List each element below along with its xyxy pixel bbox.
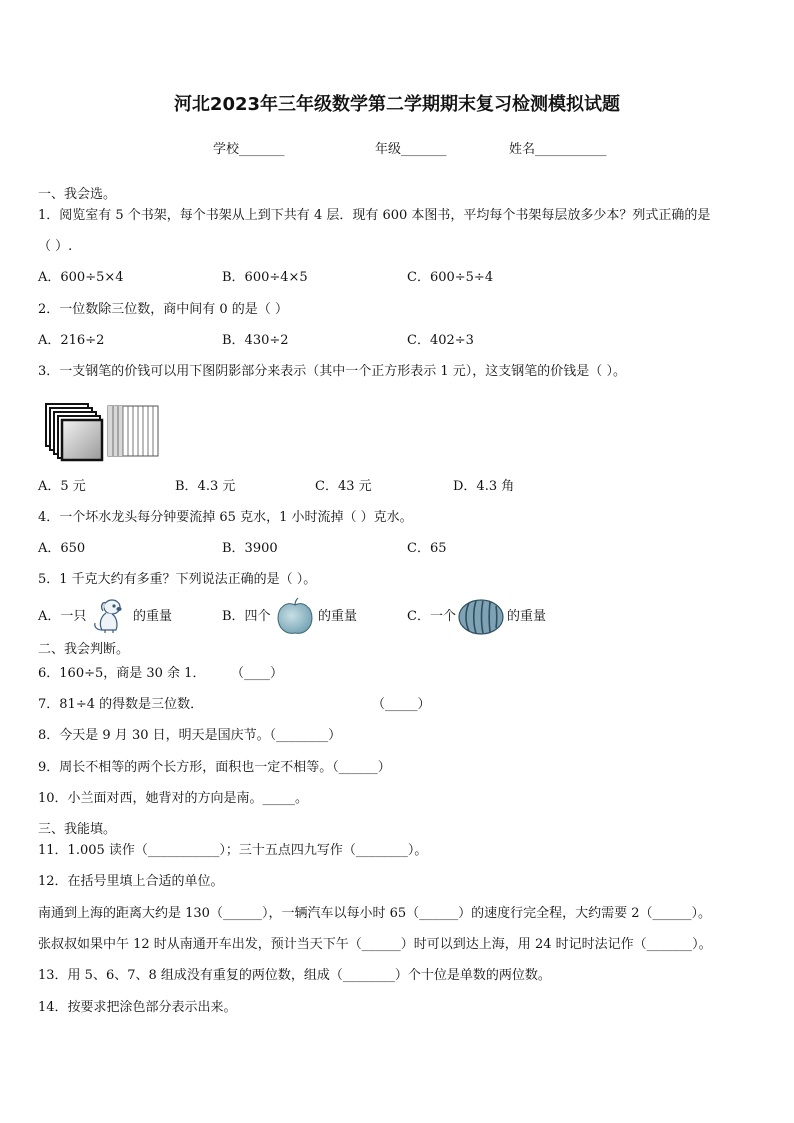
- question-4-option-a: A．650: [38, 541, 86, 556]
- question-1-option-c: C．600÷5÷4: [407, 270, 494, 285]
- question-12-text: 12．在括号里填上合适的单位。: [38, 874, 224, 889]
- question-3-text: 3．一支钢笔的价钱可以用下图阴影部分来表示（其中一个正方形表示 1 元），这支钢笔的价钱是（ ）。: [38, 364, 626, 379]
- section-heading-2: 二、我会判断。: [38, 642, 130, 657]
- question-2-option-a: A．216÷2: [38, 333, 105, 348]
- question-1-option-a: A．600÷5×4: [38, 270, 124, 285]
- question-2-option-b: B．430÷2: [222, 333, 289, 348]
- question-3-option-d: D．4.3 角: [453, 479, 515, 494]
- question-5-option-a-suffix: 的重量: [133, 609, 173, 624]
- question-5-text: 5．1 千克大约有多重？下列说法正确的是（ ）。: [38, 572, 317, 587]
- question-2-option-c: C．402÷3: [407, 333, 474, 348]
- question-10-text: 10．小兰面对西，她背对的方向是南。_____。: [38, 791, 309, 806]
- section-heading-1: 一、我会选。: [38, 187, 117, 202]
- question-13-text: 13．用 5、6、7、8 组成没有重复的两位数，组成（________）个十位是单数的两位数。: [38, 968, 551, 983]
- question-5-option-c-suffix: 的重量: [507, 609, 547, 624]
- school-field: 学校_______: [213, 142, 285, 157]
- question-1-text-cont: （ ）.: [38, 239, 73, 254]
- question-2-text: 2．一位数除三位数，商中间有 0 的是（ ）: [38, 302, 288, 317]
- question-5-option-a-label: A．一只: [38, 609, 87, 624]
- question-6-text: 6．160÷5，商是 30 余 1．: [38, 666, 206, 681]
- question-3-option-c: C．43 元: [315, 479, 372, 494]
- question-12-line-1: 南通到上海的距离大约是 130（______），一辆汽车以每小时 65（______）的速度行完全程，大约需要 2（______）。: [38, 906, 712, 921]
- name-field: 姓名___________: [509, 142, 607, 157]
- shaded-squares-figure: [44, 402, 166, 464]
- question-5-option-c-label: C．一个: [407, 609, 456, 624]
- grade-field: 年级_______: [375, 142, 447, 157]
- question-4-option-c: C．65: [407, 541, 447, 556]
- apple-icon: [275, 597, 315, 637]
- dog-icon: [90, 597, 126, 635]
- question-1-text: 1．阅览室有 5 个书架，每个书架从上到下共有 4 层．现有 600 本图书，平均每个书架每层放多少本？列式正确的是: [38, 208, 711, 223]
- question-4-option-b: B．3900: [222, 541, 278, 556]
- question-3-option-b: B．4.3 元: [175, 479, 236, 494]
- section-heading-3: 三、我能填。: [38, 822, 117, 837]
- question-9-text: 9．周长不相等的两个长方形，面积也一定不相等。（______）: [38, 760, 391, 775]
- question-14-text: 14．按要求把涂色部分表示出来。: [38, 1000, 237, 1015]
- page-title: 河北2023年三年级数学第二学期期末复习检测模拟试题: [173, 94, 621, 115]
- question-11-text: 11．1.005 读作（___________）；三十五点四九写作（________）。: [38, 843, 428, 858]
- question-7-answer-blank[interactable]: （_____）: [372, 697, 431, 712]
- question-4-text: 4．一个坏水龙头每分钟要流掉 65 克水，1 小时流掉（ ）克水。: [38, 510, 413, 525]
- question-6-answer-blank[interactable]: （____）: [231, 666, 284, 681]
- question-3-option-a: A．5 元: [38, 479, 86, 494]
- question-12-line-2: 张叔叔如果中午 12 时从南通开车出发，预计当天下午（______）时可以到达上海，用 24 时记时法记作（_______）。: [38, 937, 712, 952]
- question-5-option-b-label: B．四个: [222, 609, 271, 624]
- question-5-option-b-suffix: 的重量: [318, 609, 358, 624]
- question-1-option-b: B．600÷4×5: [222, 270, 308, 285]
- question-8-text: 8．今天是 9 月 30 日，明天是国庆节。（________）: [38, 728, 342, 743]
- question-7-text: 7．81÷4 的得数是三位数．: [38, 697, 204, 712]
- watermelon-icon: [457, 598, 505, 636]
